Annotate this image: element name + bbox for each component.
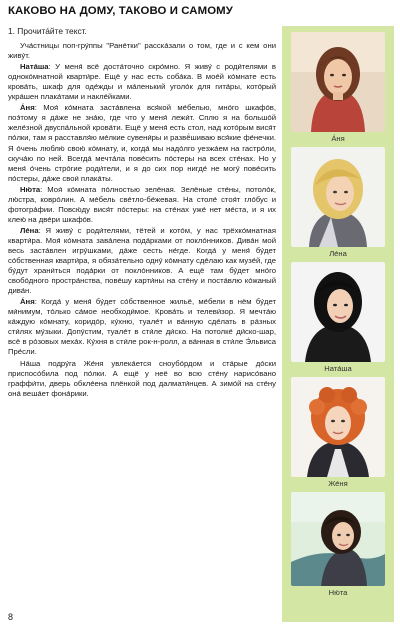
photo-card-zhenya <box>291 377 385 488</box>
speaker-name: А́ня <box>20 297 35 307</box>
photo-anya <box>291 32 385 132</box>
speaker-name: А́ня <box>20 103 35 113</box>
paragraph-text: : Моя́ ко́мната заста́влена вся́кой ме́белью, мно́го шкафо́в, поэ́тому я да́же не зна́ю, где что у меня́ лежи́т. Сплю я на большо́й желе́зной двуспа́льной крова́ти. Ещё у меня́ есть стол, над кото́рым вися́т по́лки, там я расставля́ю ме́лкие сувени́ры и развё́шиваю вся́кие фе́нечки. Я о́чень люблю́ свою́ ко́мнату, и, когда́ мы надо́лго уезжа́ем на гастро́ли, скуча́ю по ней. Всегда́ мечта́ла пове́сить по́стеры на всех сте́нах. Но у меня́ о́чень стро́гие роди́тели, и я до сих пор нигде́ не могу́ пове́сить по́стеры, да́же свои́ плака́ты. <box>8 103 276 183</box>
paragraph-anya-2 <box>8 297 276 357</box>
paragraph-text: : Я живу́ с роди́телями, тётей и кото́м, у нас трёхко́мнатная кварти́ра. Моя́ ко́мната зава́лена пода́рками от покло́нников. Дива́н мой весь заста́влен игру́шками, да́же сесть не́где. Когда́ у меня́ бу́дет со́бственная кварти́ра, я обяза́тельно одну́ ко́мнату сде́лаю как музе́й, где бу́дут храни́ться пода́рки от покло́нников. А ещё там бу́дет мно́го свобо́дного простра́нства, пове́шу карти́ны на сте́ну и поста́влю ко́жаный дива́н. <box>8 225 276 296</box>
paragraph-text: Уча́стницы поп-гру́ппы "Ране́тки" расска́зали о том, где и с кем они живу́т. <box>8 41 276 61</box>
photo-caption: Ню́та <box>328 588 348 597</box>
page-title: КАКОВО НА ДОМУ, ТАКОВО И САМОМУ <box>8 5 233 17</box>
portrait-image <box>291 262 385 362</box>
portrait-image <box>291 147 385 247</box>
photo-lena <box>291 147 385 247</box>
photo-caption: Ле́на <box>329 249 347 258</box>
page-number: 8 <box>8 612 14 622</box>
paragraph-nyuta <box>8 185 276 225</box>
photo-zhenya <box>291 377 385 477</box>
paragraph-intro <box>8 41 276 61</box>
photo-sidebar <box>282 26 394 622</box>
paragraph-text: : У меня́ всё доста́точно скро́мно. Я живу́ с роди́телями в одноко́мнатной кварти́ре. Ещё у нас есть соба́ка. В мое́й ко́мнате есть крова́ть, шкаф для оде́жды и ма́ленький уголо́к для гита́ры, кото́рый укра́шен плака́тами и накле́йками. <box>8 62 276 102</box>
portrait-image <box>291 32 385 132</box>
speaker-name: Ната́ша <box>20 62 49 72</box>
photo-card-natasha <box>291 262 385 373</box>
photo-card-nyuta <box>291 492 385 597</box>
photo-caption: Ната́ша <box>324 364 352 373</box>
photo-card-anya <box>291 32 385 143</box>
photo-caption: Же́ня <box>328 479 348 488</box>
paragraph-text: : Моя́ ко́мната по́лностью зелёная. Зелёные сте́ны, потоло́к, лю́стра, ковро́лин. А ме́бель све́тло-бе́жевая. На столе́ стоя́т гло́бус и фотогра́фии. Повсю́ду вися́т по́стеры: на сте́нах уже́ нет ме́ста, и я их клею́ на две́ри шкафо́в. <box>8 184 276 224</box>
paragraph-anya <box>8 103 276 183</box>
photo-natasha <box>291 262 385 362</box>
paragraph-natasha <box>8 62 276 102</box>
paragraph-zhenya <box>8 359 276 399</box>
paragraph-text: На́ша подру́га Же́ня увлека́ется сноубо́рдом и ста́рые до́ски приспосо́била под по́лки. А ещё у неё во всю сте́ну нарисо́вано граффи́ти, дверь обкле́ена плёнкой под далмати́нцев. А зимо́й на сте́ну она́ веша́ет фона́рики. <box>8 358 276 398</box>
photo-card-lena <box>291 147 385 258</box>
photo-caption: А́ня <box>331 134 345 143</box>
portrait-image <box>291 377 385 477</box>
photo-nyuta <box>291 492 385 586</box>
speaker-name: Ле́на <box>20 225 39 235</box>
portrait-image <box>291 492 385 586</box>
article-text <box>8 26 276 400</box>
speaker-name: Ню́та <box>20 184 41 194</box>
task-heading: 1. Прочита́йте текст. <box>8 26 87 36</box>
paragraph-text: : Когда́ у меня́ бу́дет со́бственное жильё, ме́бели в нём бу́дет ми́нимум, то́лько са́мое необходи́мое. Крова́ть и телеви́зор. Я мечта́ю ка́ждую ко́мнату, коридо́р, ку́хню, туале́т и ва́нную сде́лать в ра́зных сти́лях му́зыки. Допу́стим, туале́т в сти́ле ди́ско. На потолке́ ди́ско-шар, всё в ро́зовых меха́х. Ку́хня в сти́ле рок-н-ролл, а ва́нная в сти́ле Э́львиса Пре́сли. <box>8 297 276 357</box>
paragraph-lena <box>8 226 276 296</box>
